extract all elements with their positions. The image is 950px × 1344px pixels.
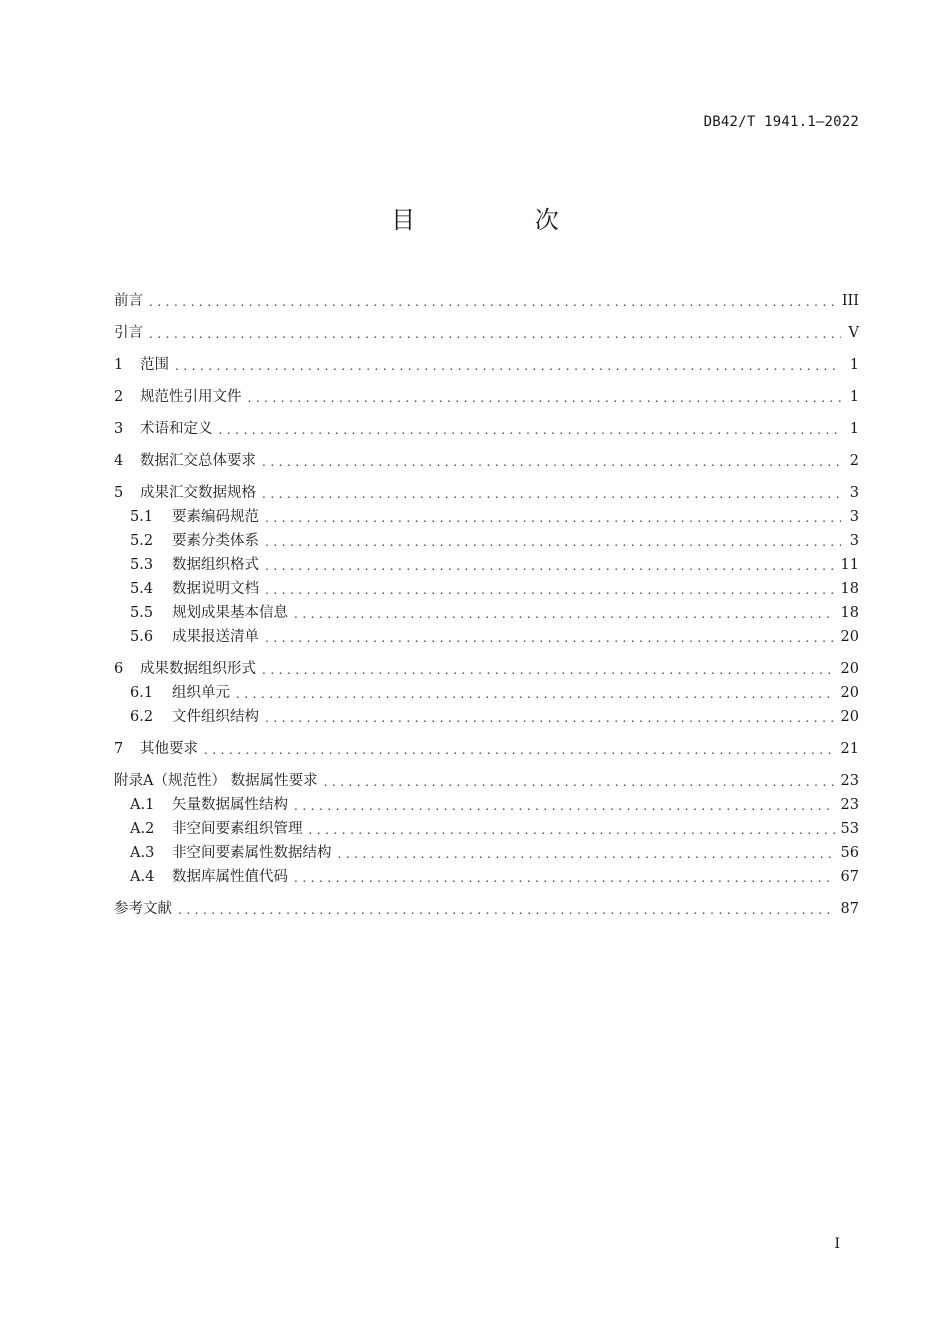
toc-entry-title: 成果数据组织形式	[140, 661, 256, 677]
toc-entry[interactable]	[114, 735, 859, 759]
dot-leader	[265, 509, 841, 527]
toc-entry-page: 18	[840, 581, 859, 597]
table-of-contents	[114, 287, 859, 919]
toc-entry-title: 成果报送清单	[172, 629, 259, 645]
toc-entry[interactable]	[114, 599, 859, 623]
toc-entry-number: 5.3	[130, 557, 154, 573]
dot-leader	[324, 773, 835, 791]
dot-leader	[294, 869, 835, 887]
toc-entry[interactable]	[114, 351, 859, 375]
toc-entry-page: 20	[840, 661, 859, 677]
toc-entry-title: 要素分类体系	[172, 533, 259, 549]
toc-entry[interactable]	[114, 415, 859, 439]
dot-leader	[149, 325, 841, 343]
dot-leader	[204, 741, 835, 759]
toc-entry-page: 2	[849, 453, 859, 469]
toc-entry-number: 4	[114, 453, 124, 469]
dot-leader	[178, 901, 835, 919]
toc-entry-title: 其他要求	[140, 741, 198, 757]
dot-leader	[265, 629, 835, 647]
toc-entry[interactable]	[114, 703, 859, 727]
toc-entry-number: 5.4	[130, 581, 154, 597]
toc-entry[interactable]	[114, 679, 859, 703]
dot-leader	[219, 421, 842, 439]
toc-entry-title: 数据汇交总体要求	[140, 453, 256, 469]
toc-entry-title: 数据组织格式	[172, 557, 259, 573]
toc-entry[interactable]	[114, 623, 859, 647]
toc-entry-page: 20	[840, 685, 859, 701]
toc-entry-title: 矢量数据属性结构	[172, 797, 288, 813]
toc-entry-number: 6.2	[130, 709, 154, 725]
toc-entry-title: 数据库属性值代码	[172, 869, 288, 885]
dot-leader	[294, 797, 835, 815]
toc-entry-number: 5.1	[130, 509, 154, 525]
toc-entry-page: 23	[840, 797, 859, 813]
dot-leader	[262, 485, 841, 503]
toc-entry-page: 23	[840, 773, 859, 789]
dot-leader	[262, 661, 835, 679]
toc-entry[interactable]	[114, 383, 859, 407]
toc-entry-title: 要素编码规范	[172, 509, 259, 525]
toc-entry-page: III	[841, 293, 859, 309]
toc-entry-page: 1	[849, 421, 859, 437]
toc-entry-title: 组织单元	[172, 685, 230, 701]
dot-leader	[265, 533, 841, 551]
toc-entry-title: 规划成果基本信息	[172, 605, 288, 621]
toc-entry[interactable]	[114, 551, 859, 575]
toc-entry-page: 67	[840, 869, 859, 885]
toc-entry[interactable]	[114, 895, 859, 919]
toc-entry-page: V	[848, 325, 859, 341]
toc-entry[interactable]	[114, 791, 859, 815]
page-title: 目 次	[391, 206, 615, 234]
dot-leader	[149, 293, 836, 311]
toc-entry-number: 3	[114, 421, 124, 437]
dot-leader	[294, 605, 835, 623]
toc-entry-title: 引言	[114, 325, 143, 341]
toc-entry[interactable]	[114, 287, 859, 311]
toc-entry-page: 3	[849, 533, 859, 549]
toc-entry-page: 1	[849, 357, 859, 373]
toc-entry-page: 53	[840, 821, 859, 837]
dot-leader	[248, 389, 842, 407]
toc-entry-title: 范围	[140, 357, 169, 373]
dot-leader	[236, 685, 835, 703]
toc-entry-number: 6	[114, 661, 124, 677]
toc-entry-title: 非空间要素组织管理	[172, 821, 303, 837]
toc-entry-number: A.2	[130, 821, 155, 837]
toc-entry[interactable]	[114, 839, 859, 863]
toc-entry-page: 56	[840, 845, 859, 861]
toc-entry-title: 附录A（规范性） 数据属性要求	[114, 773, 318, 789]
toc-entry[interactable]	[114, 527, 859, 551]
toc-entry[interactable]	[114, 479, 859, 503]
toc-entry-title: 参考文献	[114, 901, 172, 917]
toc-entry-title: 成果汇交数据规格	[140, 485, 256, 501]
dot-leader	[262, 453, 841, 471]
toc-entry[interactable]	[114, 447, 859, 471]
toc-entry-page: 18	[840, 605, 859, 621]
toc-entry-title: 文件组织结构	[172, 709, 259, 725]
toc-entry[interactable]	[114, 655, 859, 679]
toc-entry-title: 规范性引用文件	[140, 389, 242, 405]
toc-entry-number: A.3	[130, 845, 155, 861]
toc-entry-number: 5	[114, 485, 124, 501]
toc-entry[interactable]	[114, 863, 859, 887]
toc-entry-number: A.4	[130, 869, 155, 885]
toc-entry-page: 87	[840, 901, 859, 917]
toc-entry[interactable]	[114, 503, 859, 527]
document-code: DB42/T 1941.1—2022	[703, 114, 859, 130]
toc-entry-title: 术语和定义	[140, 421, 213, 437]
toc-entry-title: 数据说明文档	[172, 581, 259, 597]
toc-entry-page: 1	[849, 389, 859, 405]
toc-entry-title: 前言	[114, 293, 143, 309]
dot-leader	[338, 845, 835, 863]
toc-entry-page: 11	[840, 557, 859, 573]
toc-entry-number: 5.6	[130, 629, 154, 645]
page-number: I	[834, 1236, 840, 1252]
dot-leader	[175, 357, 841, 375]
toc-entry-number: 5.5	[130, 605, 154, 621]
toc-entry[interactable]	[114, 767, 859, 791]
toc-entry-page: 21	[840, 741, 859, 757]
toc-entry-page: 20	[840, 709, 859, 725]
toc-entry-number: A.1	[130, 797, 155, 813]
dot-leader	[265, 557, 835, 575]
toc-entry-title: 非空间要素属性数据结构	[172, 845, 332, 861]
dot-leader	[265, 709, 835, 727]
toc-entry-number: 2	[114, 389, 124, 405]
toc-entry[interactable]	[114, 815, 859, 839]
toc-entry-number: 6.1	[130, 685, 154, 701]
toc-entry[interactable]	[114, 575, 859, 599]
toc-entry-page: 3	[849, 485, 859, 501]
toc-entry-page: 3	[849, 509, 859, 525]
toc-entry-page: 20	[840, 629, 859, 645]
toc-entry-number: 5.2	[130, 533, 154, 549]
toc-entry-number: 1	[114, 357, 124, 373]
dot-leader	[265, 581, 835, 599]
toc-entry-number: 7	[114, 741, 124, 757]
toc-entry[interactable]	[114, 319, 859, 343]
dot-leader	[309, 821, 835, 839]
